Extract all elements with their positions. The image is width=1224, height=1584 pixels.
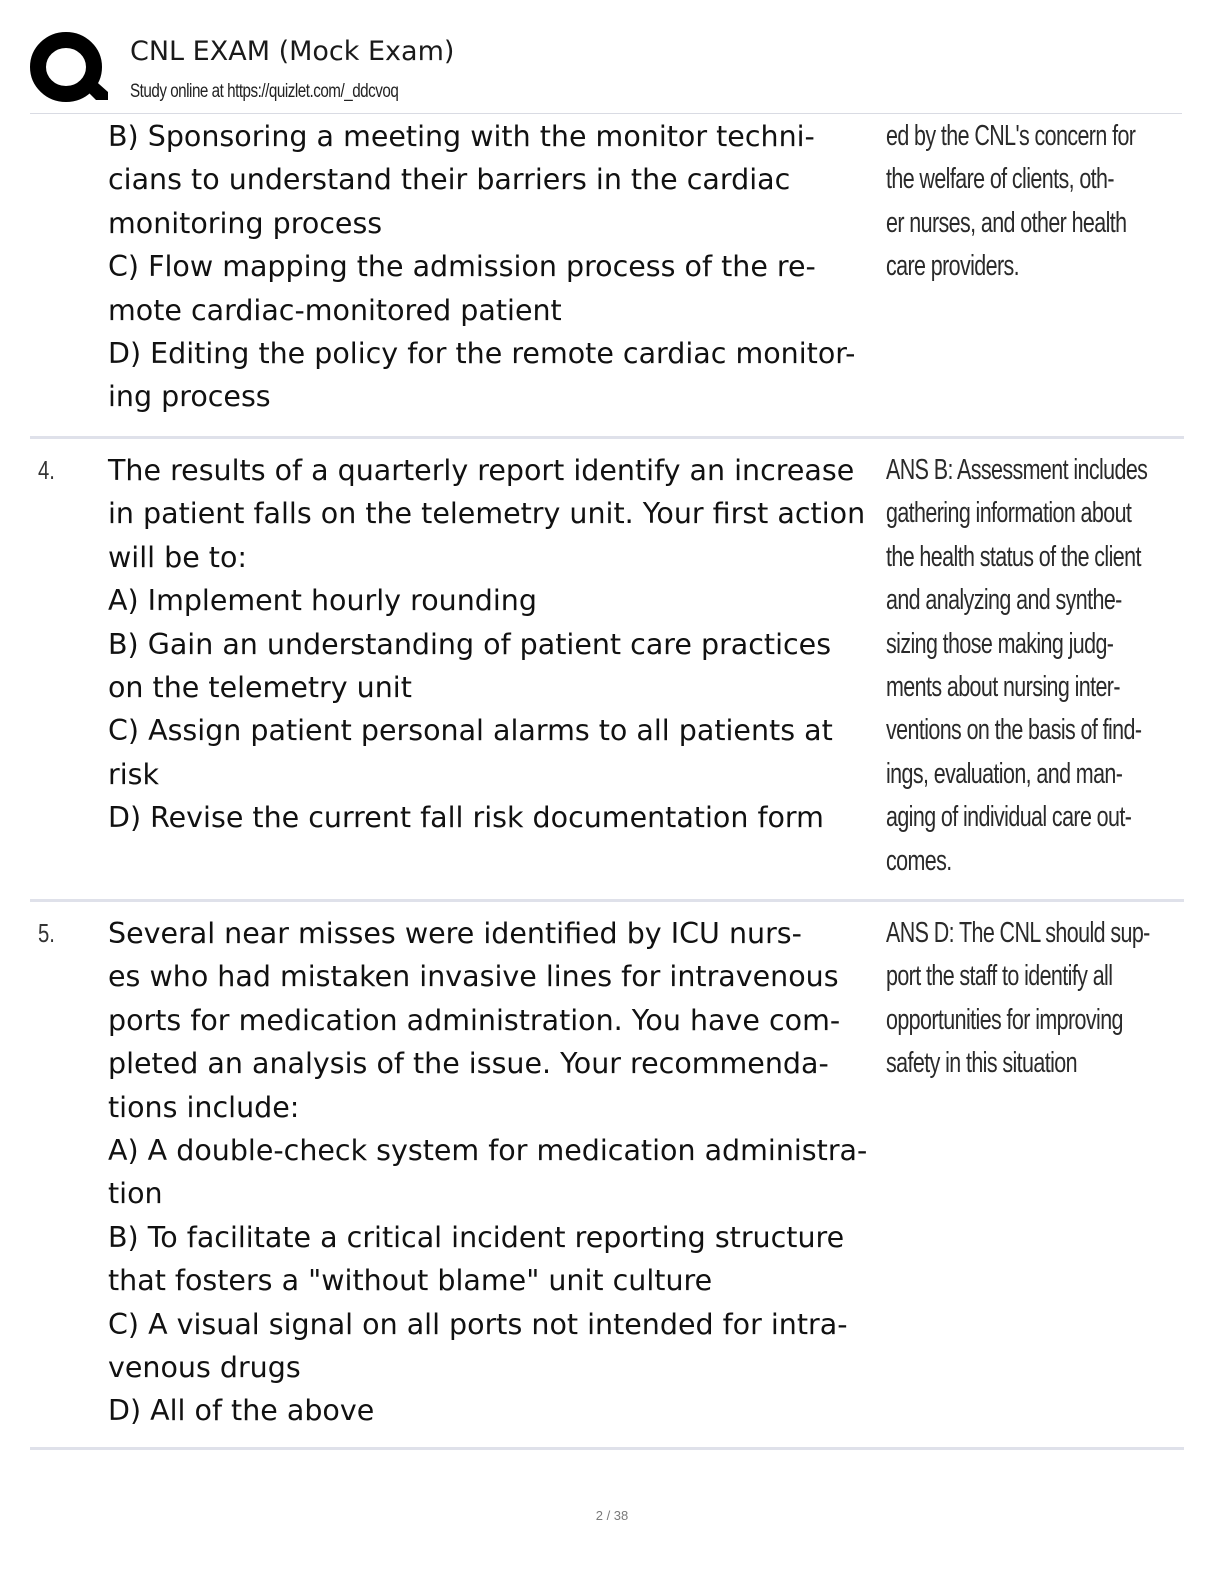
question-text — [108, 115, 898, 419]
question-line: es who had mistaken invasive lines for intravenous — [108, 960, 839, 994]
question-line: The results of a quarterly report identify an increase — [108, 454, 855, 487]
answer-line: and analyzing and synthe- — [886, 584, 1122, 617]
question-text — [108, 912, 898, 1433]
answer-line: opportunities for improving — [886, 1003, 1123, 1036]
question-line: B) Gain an understanding of patient care practices — [108, 627, 832, 661]
answer-text — [886, 115, 1186, 289]
question-line: venous drugs — [108, 1351, 301, 1385]
question-line: risk — [108, 757, 159, 791]
question-line: on the telemetry unit — [108, 671, 412, 705]
question-line: monitoring process — [108, 206, 383, 240]
question-line: that fosters a "without blame" unit culture — [108, 1264, 713, 1298]
answer-line: the welfare of clients, oth- — [886, 163, 1114, 196]
answer-line: ANS B: Assessment includes — [886, 454, 1148, 486]
question-line: ports for medication administration. You have com- — [108, 1003, 841, 1037]
question-line: tion — [108, 1177, 163, 1211]
answer-line: ed by the CNL's concern for — [886, 120, 1136, 152]
card-number: 5. — [38, 918, 55, 948]
answer-line: the health status of the client — [886, 540, 1141, 573]
answer-text — [886, 449, 1186, 883]
quizlet-logo-icon — [30, 30, 108, 106]
document-title: CNL EXAM (Mock Exam) — [130, 36, 455, 67]
question-line: A) Implement hourly rounding — [108, 584, 537, 618]
row-divider — [30, 899, 1184, 902]
question-line: Several near misses were identified by ICU nurs- — [108, 917, 802, 950]
answer-line: port the staff to identify all — [886, 960, 1113, 993]
answer-line: sizing those making judg- — [886, 627, 1114, 660]
question-line: will be to: — [108, 540, 248, 574]
answer-line: er nurses, and other health — [886, 206, 1127, 239]
question-line: A) A double-check system for medication administra- — [108, 1134, 868, 1168]
answer-line: ments about nursing inter- — [886, 671, 1120, 704]
question-line: B) To facilitate a critical incident reporting structure — [108, 1220, 845, 1254]
question-line: D) All of the above — [108, 1394, 375, 1428]
answer-line: gathering information about — [886, 497, 1132, 530]
question-line: B) Sponsoring a meeting with the monitor techni- — [108, 120, 815, 153]
header-divider — [30, 113, 1182, 114]
answer-line: ventions on the basis of find- — [886, 714, 1142, 747]
question-line: cians to understand their barriers in the cardiac — [108, 163, 791, 197]
question-line: C) A visual signal on all ports not intended for intra- — [108, 1307, 848, 1341]
answer-line: aging of individual care out- — [886, 801, 1132, 834]
study-online-link[interactable]: Study online at https://quizlet.com/_ddcvoq — [130, 81, 399, 102]
answer-line: ANS D: The CNL should sup- — [886, 917, 1150, 949]
row-divider — [30, 436, 1184, 439]
answer-text — [886, 912, 1186, 1086]
answer-line: safety in this situation — [886, 1047, 1077, 1080]
question-line: D) Revise the current fall risk documentation form — [108, 801, 824, 835]
answer-line: care providers. — [886, 250, 1020, 283]
card-number: 4. — [38, 455, 55, 485]
question-line: C) Assign patient personal alarms to all patients at — [108, 714, 833, 748]
question-line: pleted an analysis of the issue. Your recommenda- — [108, 1047, 829, 1081]
question-line: C) Flow mapping the admission process of the re- — [108, 250, 816, 284]
question-text — [108, 449, 898, 840]
question-line: ing process — [108, 380, 271, 414]
question-line: D) Editing the policy for the remote cardiac monitor- — [108, 337, 856, 371]
page-number: 2 / 38 — [595, 1508, 629, 1523]
question-line: in patient falls on the telemetry unit. Your first action — [108, 497, 866, 531]
row-divider — [30, 1447, 1184, 1450]
question-line: mote cardiac-monitored patient — [108, 293, 562, 327]
question-line: tions include: — [108, 1090, 300, 1124]
answer-line: ings, evaluation, and man- — [886, 757, 1123, 790]
answer-line: comes. — [886, 844, 952, 877]
